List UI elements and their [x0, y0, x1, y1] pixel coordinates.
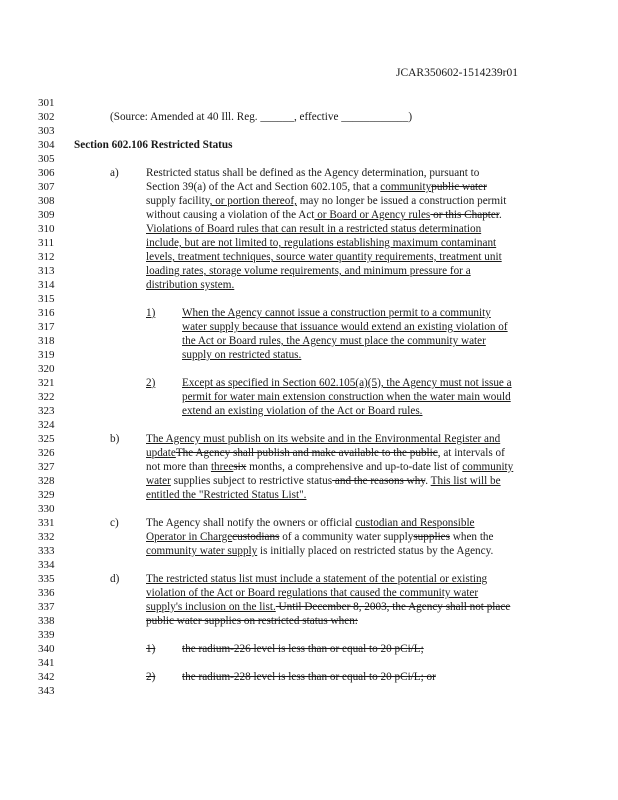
a-item-1-line-2: water supply because that issuance would extend an existing violation of: [182, 321, 508, 333]
a-item-2-line-1: Except as specified in Section 602.105(a)(5), the Agency must not issue a: [182, 377, 512, 389]
line-number: 329: [38, 489, 55, 501]
line-number: 343: [38, 685, 55, 697]
line-number: 333: [38, 545, 55, 557]
c-line-331: The Agency shall notify the owners or official custodian and Responsible: [146, 517, 475, 529]
d-line-336: violation of the Act or Board regulations that caused the community water: [146, 587, 479, 599]
line-number: 334: [38, 559, 55, 571]
line-number: 318: [38, 335, 55, 347]
d-item-2-text: the radium-228 level is less than or equal to 20 pCi/L; or: [182, 671, 436, 683]
source-note: (Source: Amended at 40 Ill. Reg. ______, effective ____________): [110, 111, 413, 123]
line-number: 301: [38, 97, 55, 109]
line-number: 304: [38, 139, 55, 151]
line-number: 325: [38, 433, 55, 445]
line-number: 332: [38, 531, 55, 543]
line-number: 337: [38, 601, 55, 613]
line-number: 331: [38, 517, 55, 529]
a-line-311: include, but are not limited to, regulations establishing maximum contaminant: [146, 237, 497, 249]
a-item-1-label: 1): [146, 307, 156, 319]
d-item-1-text: the radium-226 level is less than or equal to 20 pCi/L;: [182, 643, 424, 655]
b-line-325: The Agency must publish on its website and in the Environmental Register and: [146, 433, 501, 445]
line-number: 320: [38, 363, 55, 375]
line-number: 326: [38, 447, 55, 459]
d-line-337: supply's inclusion on the list. Until December 8, 2003, the Agency shall not place: [146, 601, 511, 613]
line-number: 316: [38, 307, 55, 319]
line-number: 319: [38, 349, 55, 361]
a-item-2-line-2: permit for water main extension construction when the water main would: [182, 391, 511, 403]
line-number: 323: [38, 405, 55, 417]
d-item-2-label: 2): [146, 671, 156, 683]
line-number: 321: [38, 377, 55, 389]
document-id: JCAR350602-1514239r01: [395, 67, 518, 79]
b-line-328: water supplies subject to restrictive status and the reasons why. This list will be: [146, 475, 501, 487]
c-line-333: community water supply is initially placed on restricted status by the Agency.: [146, 545, 494, 557]
a-line-307: Section 39(a) of the Act and Section 602.105, that a communitypublic water: [146, 181, 487, 193]
line-number: 341: [38, 657, 55, 669]
b-line-327: not more than threesix months, a comprehensive and up-to-date list of community: [146, 461, 514, 473]
a-line-312: levels, treatment techniques, source water quantity requirements, treatment unit: [146, 251, 502, 263]
d-item-1-label: 1): [146, 643, 156, 655]
a-line-309: without causing a violation of the Act or Board or Agency rules or this Chapter.: [146, 209, 502, 221]
line-number: 306: [38, 167, 55, 179]
line-number: 338: [38, 615, 55, 627]
line-number: 303: [38, 125, 55, 137]
line-number: 339: [38, 629, 55, 641]
a-item-2-line-3: extend an existing violation of the Act or Board rules.: [182, 405, 423, 417]
line-number: 313: [38, 265, 55, 277]
line-number: 315: [38, 293, 55, 305]
c-line-332: Operator in Chargecustodians of a community water supplysupplies when the: [146, 531, 494, 543]
d-line-338: public water supplies on restricted status when:: [146, 615, 358, 627]
d-line-335: The restricted status list must include a statement of the potential or existing: [146, 573, 488, 585]
line-number: 328: [38, 475, 55, 487]
line-number: 311: [38, 237, 55, 249]
subsection-a-label: a): [110, 167, 119, 179]
line-number: 342: [38, 671, 55, 683]
line-number: 322: [38, 391, 55, 403]
line-number: 312: [38, 251, 55, 263]
line-number: 330: [38, 503, 55, 515]
a-line-314: distribution system.: [146, 279, 235, 291]
a-line-310: Violations of Board rules that can result in a restricted status determination: [146, 223, 482, 235]
line-number: 314: [38, 279, 55, 291]
line-number: 302: [38, 111, 55, 123]
subsection-d-label: d): [110, 573, 120, 585]
line-number: 305: [38, 153, 55, 165]
line-number: 324: [38, 419, 55, 431]
subsection-c-label: c): [110, 517, 119, 529]
line-number: 309: [38, 209, 55, 221]
section-title: Section 602.106 Restricted Status: [74, 139, 233, 151]
subsection-b-label: b): [110, 433, 120, 445]
line-number: 317: [38, 321, 55, 333]
line-number: 307: [38, 181, 55, 193]
line-number: 340: [38, 643, 55, 655]
b-line-329: entitled the "Restricted Status List".: [146, 489, 307, 501]
a-item-2-label: 2): [146, 377, 156, 389]
a-line-308: supply facility, or portion thereof, may no longer be issued a construction permit: [146, 195, 507, 207]
line-number: 308: [38, 195, 55, 207]
a-line-306: Restricted status shall be defined as the Agency determination, pursuant to: [146, 167, 480, 179]
line-number: 310: [38, 223, 55, 235]
a-item-1-line-3: the Act or Board rules, the Agency must place the community water: [182, 335, 486, 347]
line-number: 336: [38, 587, 55, 599]
b-line-326: updateThe Agency shall publish and make available to the public, at intervals of: [146, 447, 505, 459]
line-number: 327: [38, 461, 55, 473]
line-number: 335: [38, 573, 55, 585]
a-item-1-line-4: supply on restricted status.: [182, 349, 302, 361]
a-item-1-line-1: When the Agency cannot issue a construction permit to a community: [182, 307, 491, 319]
a-line-313: loading rates, storage volume requirements, and minimum pressure for a: [146, 265, 471, 277]
